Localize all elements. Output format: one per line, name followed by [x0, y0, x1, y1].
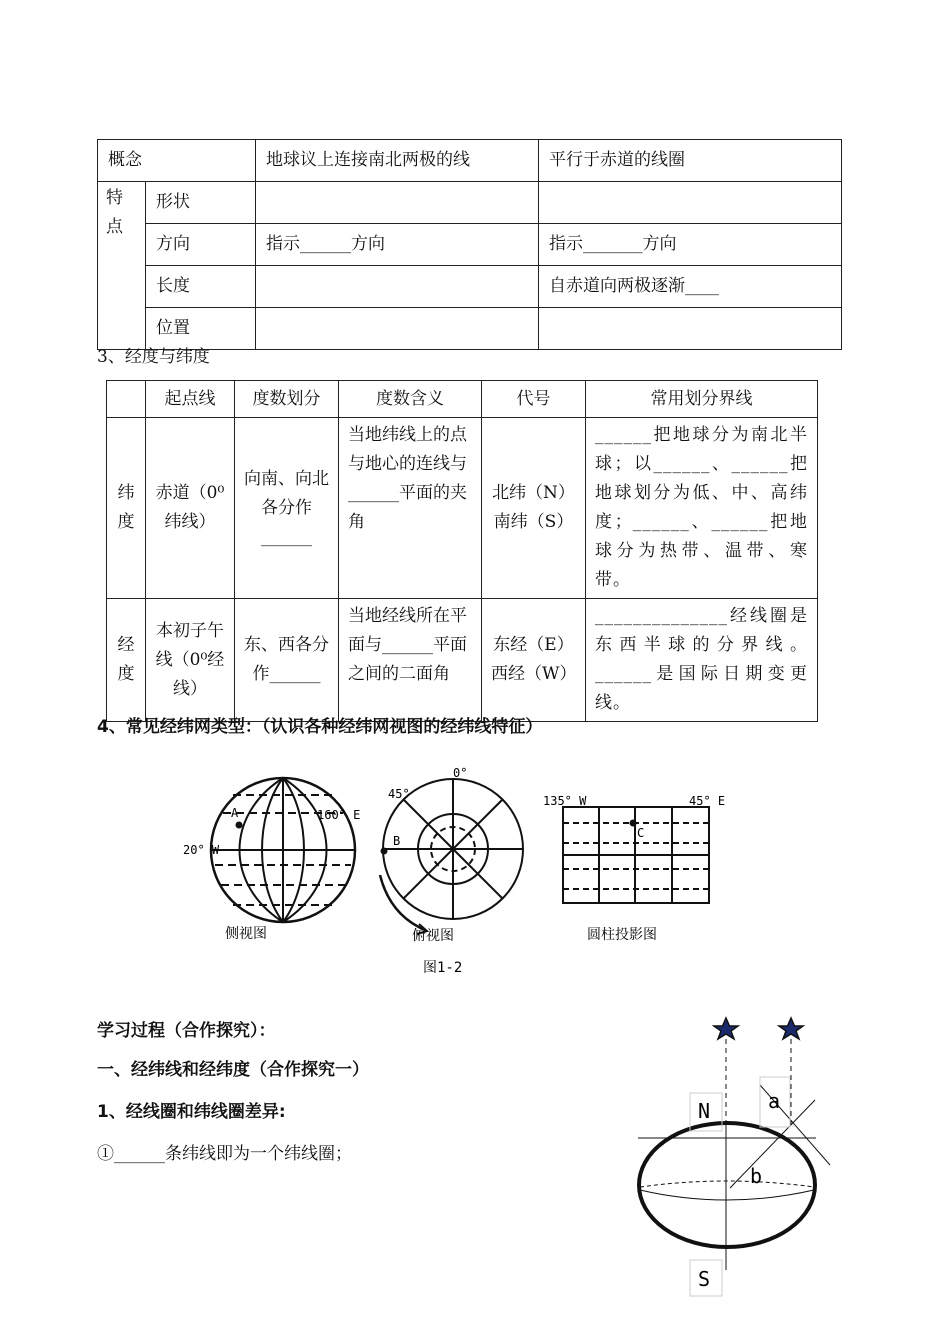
table-cell: 向南、向北各分作______ — [235, 418, 339, 599]
table-header-row — [107, 381, 818, 418]
subsection-1-title: 一、经纬线和经纬度（合作探究一） — [97, 1060, 369, 1080]
lat-20w-label: 20° W — [183, 843, 220, 857]
table-cell: 东、西各分作______ — [235, 599, 339, 722]
graticule-figure — [175, 765, 755, 980]
lon-45e-label: 45° E — [689, 794, 726, 808]
table-row — [98, 224, 842, 266]
table-cell: 自赤道向两极逐渐____ — [539, 266, 842, 308]
north-pole-label: N — [698, 1099, 711, 1123]
star-icon — [714, 1018, 738, 1039]
table-cell: 指示______方向 — [256, 224, 539, 266]
point-a-label: A — [231, 806, 239, 820]
header-cell: 常用划分界线 — [586, 381, 818, 418]
lon-45-label: 45° — [388, 787, 410, 801]
question-1: ①______条纬线即为一个纬线圈； — [97, 1144, 352, 1164]
side-view-globe — [211, 778, 355, 922]
lon-0-label: 0° — [453, 766, 468, 780]
header-cell — [107, 381, 146, 418]
table-row — [98, 140, 842, 182]
point-c-label: C — [637, 826, 645, 840]
header-cell: 起点线 — [146, 381, 235, 418]
table-cell: 当地纬线上的点与地心的连线与______平面的夹角 — [339, 418, 482, 599]
point-b-label: B — [393, 834, 401, 848]
angle-b-label: b — [750, 1164, 763, 1188]
lon-135w-label: 135° W — [543, 794, 587, 808]
learning-heading: 学习过程（合作探究）： — [97, 1021, 276, 1041]
table-cell: 当地经线所在平面与______平面之间的二面角 — [339, 599, 482, 722]
header-cell: 度数划分 — [235, 381, 339, 418]
table-cell: 北纬（N）南纬（S） — [482, 418, 586, 599]
header-cell: 代号 — [482, 381, 586, 418]
table-cell — [256, 182, 539, 224]
table-row — [98, 266, 842, 308]
side-view-label: 侧视图 — [225, 926, 267, 942]
table-cell: ______________经线圈是东西半球的分界线。______是国际日期变更线。 — [586, 599, 818, 722]
table-cell: 本初子午线（0⁰经线） — [146, 599, 235, 722]
table-cell: 指示_______方向 — [539, 224, 842, 266]
subsection-1-1-title: 1、经线圈和纬线圈差异: — [97, 1102, 286, 1122]
table-cell — [539, 308, 842, 350]
figure-caption: 图1-2 — [423, 960, 463, 976]
table-cell: 长度 — [146, 266, 256, 308]
table-row — [107, 599, 818, 722]
table-cell: 方向 — [146, 224, 256, 266]
point-a-dot — [236, 822, 243, 829]
top-view-label: 俯视图 — [412, 928, 454, 944]
table-row — [107, 418, 818, 599]
table-cell: 地球议上连接南北两极的线 — [256, 140, 539, 182]
longitude-latitude-table — [106, 380, 818, 722]
table-cell: 形状 — [146, 182, 256, 224]
table-cell: 位置 — [146, 308, 256, 350]
lon-160e-label: 160° E — [317, 808, 361, 822]
table-cell — [539, 182, 842, 224]
star-angle-diagram — [630, 1015, 845, 1305]
table-cell: 赤道（0⁰纬线） — [146, 418, 235, 599]
angle-a-label: a — [768, 1089, 781, 1113]
section-4-title: 4、常见经纬网类型：（认识各种经纬网视图的经纬线特征） — [97, 717, 543, 737]
row-label: 纬度 — [107, 418, 146, 599]
cylindrical-label: 圆柱投影图 — [587, 927, 657, 943]
star-icon — [779, 1018, 803, 1039]
meridian-parallel-table — [97, 139, 842, 350]
row-label: 经度 — [107, 599, 146, 722]
table-cell: 平行于赤道的线圈 — [539, 140, 842, 182]
south-pole-label: S — [698, 1267, 711, 1291]
table-cell: 东经（E）西经（W） — [482, 599, 586, 722]
section-3-title: 3、经度与纬度 — [97, 347, 210, 367]
point-c-dot — [630, 820, 637, 827]
top-view-globe — [380, 779, 523, 934]
table-cell: ______把地球分为南北半球；以______、______把地球划分为低、中、高纬度；______、______把地球分为热带、温带、寒带。 — [586, 418, 818, 599]
table-row — [98, 182, 842, 224]
header-cell: 度数含义 — [339, 381, 482, 418]
group-label-cell: 特点 — [98, 182, 146, 350]
table-cell: 概念 — [98, 140, 256, 182]
table-cell — [256, 266, 539, 308]
point-b-dot — [381, 848, 388, 855]
table-cell — [256, 308, 539, 350]
